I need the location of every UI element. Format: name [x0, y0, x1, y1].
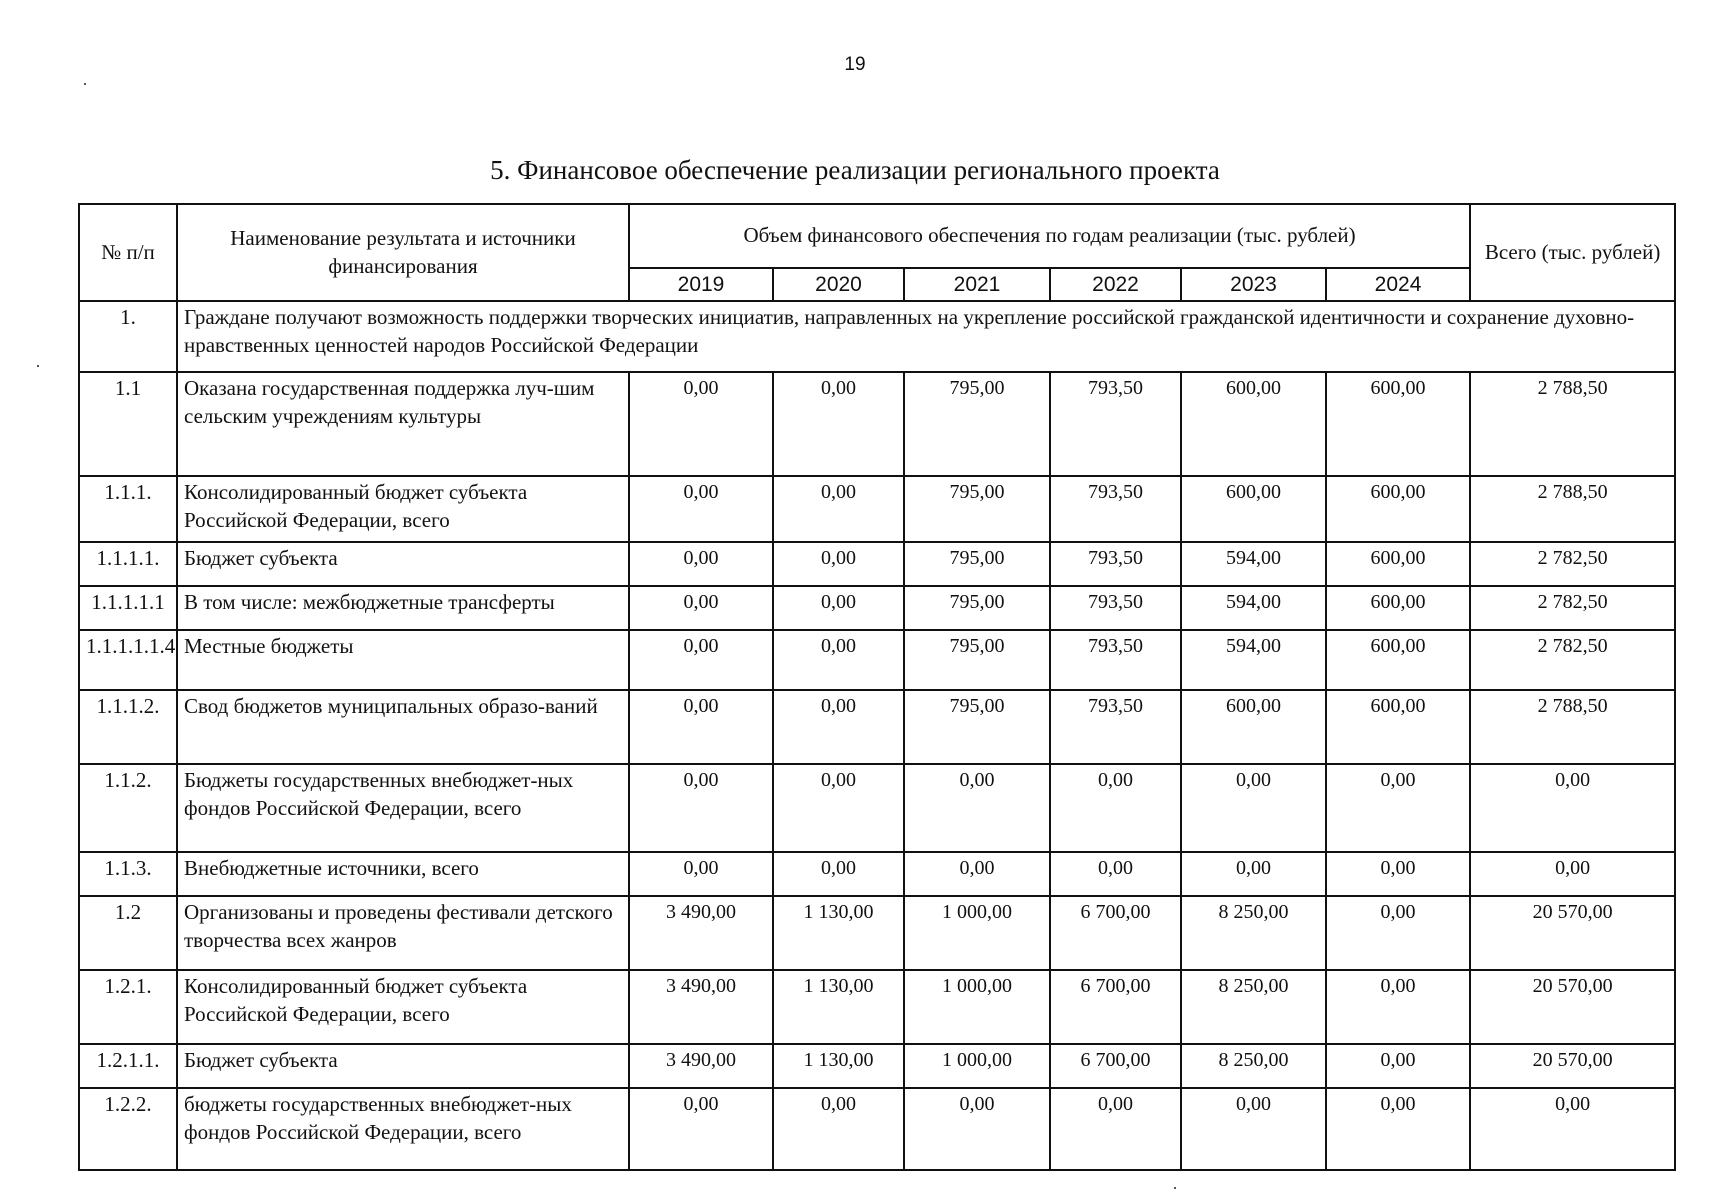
- row-value: 600,00: [1181, 476, 1326, 542]
- row-value: 0,00: [629, 852, 773, 896]
- row-value: 0,00: [904, 764, 1050, 852]
- row-value: 0,00: [1181, 764, 1326, 852]
- header-total: Всего (тыс. рублей): [1470, 204, 1675, 301]
- row-value: 0,00: [1050, 1088, 1181, 1170]
- row-value: 793,50: [1050, 630, 1181, 690]
- table-row: [79, 896, 1675, 970]
- row-value: 1 000,00: [904, 896, 1050, 970]
- row-name: Свод бюджетов муниципальных образо-ваний: [177, 690, 629, 764]
- table-row: [79, 764, 1675, 852]
- row-total: 0,00: [1470, 852, 1675, 896]
- header-year: 2024: [1326, 268, 1470, 301]
- row-name: Бюджеты государственных внебюджет-ных фондов Российской Федерации, всего: [177, 764, 629, 852]
- row-value: 0,00: [1326, 1088, 1470, 1170]
- row-value: 600,00: [1326, 586, 1470, 630]
- row-value: 6 700,00: [1050, 970, 1181, 1044]
- row-total: 2 788,50: [1470, 372, 1675, 476]
- row-number: 1.1.1.1.: [79, 542, 177, 586]
- row-value: 795,00: [904, 690, 1050, 764]
- table-row: [79, 970, 1675, 1044]
- row-value: 0,00: [773, 630, 904, 690]
- row-value: 0,00: [773, 1088, 904, 1170]
- row-value: 0,00: [1326, 970, 1470, 1044]
- table-row: [79, 852, 1675, 896]
- row-number: 1.1: [79, 372, 177, 476]
- scan-speck: [37, 365, 39, 367]
- row-name: Организованы и проведены фестивали детского творчества всех жанров: [177, 896, 629, 970]
- row-total: 0,00: [1470, 1088, 1675, 1170]
- row-value: 3 490,00: [629, 970, 773, 1044]
- row-name: Бюджет субъекта: [177, 542, 629, 586]
- row-name: Бюджет субъекта: [177, 1044, 629, 1088]
- row-total: 2 782,50: [1470, 586, 1675, 630]
- row-value: 795,00: [904, 630, 1050, 690]
- header-year: 2023: [1181, 268, 1326, 301]
- row-value: 0,00: [1181, 1088, 1326, 1170]
- row-number: 1.1.1.: [79, 476, 177, 542]
- table-row: [79, 1088, 1675, 1170]
- row-value: 0,00: [773, 586, 904, 630]
- row-value: 1 130,00: [773, 1044, 904, 1088]
- row-total: 20 570,00: [1470, 896, 1675, 970]
- row-value: 1 130,00: [773, 970, 904, 1044]
- table-row: [79, 630, 1675, 690]
- row-value: 1 000,00: [904, 970, 1050, 1044]
- row-value: 0,00: [1326, 1044, 1470, 1088]
- row-value: 795,00: [904, 372, 1050, 476]
- row-name: бюджеты государственных внебюджет-ных фондов Российской Федерации, всего: [177, 1088, 629, 1170]
- row-value: 0,00: [629, 690, 773, 764]
- row-value: 600,00: [1326, 476, 1470, 542]
- row-value: 3 490,00: [629, 1044, 773, 1088]
- row-value: 594,00: [1181, 586, 1326, 630]
- header-name: Наименование результата и источники финансирования: [177, 204, 629, 301]
- row-name: Внебюджетные источники, всего: [177, 852, 629, 896]
- row-total: 2 782,50: [1470, 630, 1675, 690]
- header-year: 2020: [773, 268, 904, 301]
- row-total: 2 788,50: [1470, 476, 1675, 542]
- row-value: 0,00: [1181, 852, 1326, 896]
- row-value: 6 700,00: [1050, 1044, 1181, 1088]
- row-value: 793,50: [1050, 586, 1181, 630]
- scan-speck: [1174, 1187, 1176, 1189]
- row-value: 0,00: [1326, 896, 1470, 970]
- row-value: 793,50: [1050, 476, 1181, 542]
- row-total: 20 570,00: [1470, 1044, 1675, 1088]
- header-number: № п/п: [79, 204, 177, 301]
- header-volume: Объем финансового обеспечения по годам реализации (тыс. рублей): [629, 204, 1470, 268]
- row-value: 0,00: [904, 852, 1050, 896]
- row-total: 2 782,50: [1470, 542, 1675, 586]
- row-value: 0,00: [773, 476, 904, 542]
- row-value: 8 250,00: [1181, 896, 1326, 970]
- row-number: 1.2.2.: [79, 1088, 177, 1170]
- row-value: 1 000,00: [904, 1044, 1050, 1088]
- row-value: 795,00: [904, 476, 1050, 542]
- row-value: 795,00: [904, 586, 1050, 630]
- row-value: 0,00: [1326, 764, 1470, 852]
- row-value: 793,50: [1050, 690, 1181, 764]
- section-title: Граждане получают возможность поддержки творческих инициатив, направленных на укрепление российской гражданской идентичности и сохранение духовно-нравственных ценностей народов Российской Федерации: [177, 301, 1675, 372]
- row-number: 1.2: [79, 896, 177, 970]
- table-row: [79, 1044, 1675, 1088]
- row-value: 594,00: [1181, 542, 1326, 586]
- row-name: Консолидированный бюджет субъекта Российской Федерации, всего: [177, 970, 629, 1044]
- row-value: 0,00: [629, 630, 773, 690]
- table-row: [79, 690, 1675, 764]
- row-value: 0,00: [629, 586, 773, 630]
- row-number: 1.1.1.1.1: [79, 586, 177, 630]
- row-value: 8 250,00: [1181, 970, 1326, 1044]
- row-value: 0,00: [629, 764, 773, 852]
- row-value: 6 700,00: [1050, 896, 1181, 970]
- row-number: 1.2.1.1.: [79, 1044, 177, 1088]
- row-value: 600,00: [1181, 372, 1326, 476]
- row-value: 600,00: [1326, 630, 1470, 690]
- row-value: 0,00: [773, 764, 904, 852]
- row-number: 1.1.1.1.1.4: [79, 630, 177, 690]
- row-value: 3 490,00: [629, 896, 773, 970]
- scan-speck: [84, 83, 86, 85]
- row-number: 1.1.3.: [79, 852, 177, 896]
- row-value: 8 250,00: [1181, 1044, 1326, 1088]
- row-value: 600,00: [1181, 690, 1326, 764]
- row-value: 0,00: [629, 372, 773, 476]
- page-number: 19: [844, 54, 866, 75]
- row-total: 2 788,50: [1470, 690, 1675, 764]
- row-value: 0,00: [904, 1088, 1050, 1170]
- row-value: 793,50: [1050, 372, 1181, 476]
- row-value: 0,00: [629, 1088, 773, 1170]
- table-row: [79, 372, 1675, 476]
- row-value: 0,00: [773, 542, 904, 586]
- row-value: 0,00: [1050, 852, 1181, 896]
- row-name: Оказана государственная поддержка луч-шим сельским учреждениям культуры: [177, 372, 629, 476]
- row-total: 20 570,00: [1470, 970, 1675, 1044]
- header-year: 2022: [1050, 268, 1181, 301]
- row-name: В том числе: межбюджетные трансферты: [177, 586, 629, 630]
- row-number: 1.2.1.: [79, 970, 177, 1044]
- row-number: 1.1.1.2.: [79, 690, 177, 764]
- row-value: 0,00: [629, 476, 773, 542]
- row-value: 600,00: [1326, 372, 1470, 476]
- row-value: 600,00: [1326, 542, 1470, 586]
- header-year: 2019: [629, 268, 773, 301]
- row-value: 0,00: [629, 542, 773, 586]
- row-name: Консолидированный бюджет субъекта Российской Федерации, всего: [177, 476, 629, 542]
- row-value: 600,00: [1326, 690, 1470, 764]
- header-year: 2021: [904, 268, 1050, 301]
- row-value: 594,00: [1181, 630, 1326, 690]
- row-value: 0,00: [773, 690, 904, 764]
- table-row: [79, 476, 1675, 542]
- table-row: [79, 542, 1675, 586]
- table-row: [79, 586, 1675, 630]
- page-title: 5. Финансовое обеспечение реализации регионального проекта: [490, 155, 1220, 185]
- row-number: 1.1.2.: [79, 764, 177, 852]
- financing-table: [78, 203, 1676, 1171]
- row-total: 0,00: [1470, 764, 1675, 852]
- row-value: 1 130,00: [773, 896, 904, 970]
- row-value: 0,00: [773, 372, 904, 476]
- row-value: 795,00: [904, 542, 1050, 586]
- section-row: [79, 301, 1675, 372]
- row-value: 0,00: [773, 852, 904, 896]
- section-number: 1.: [79, 301, 177, 372]
- row-value: 793,50: [1050, 542, 1181, 586]
- row-value: 0,00: [1050, 764, 1181, 852]
- row-name: Местные бюджеты: [177, 630, 629, 690]
- row-value: 0,00: [1326, 852, 1470, 896]
